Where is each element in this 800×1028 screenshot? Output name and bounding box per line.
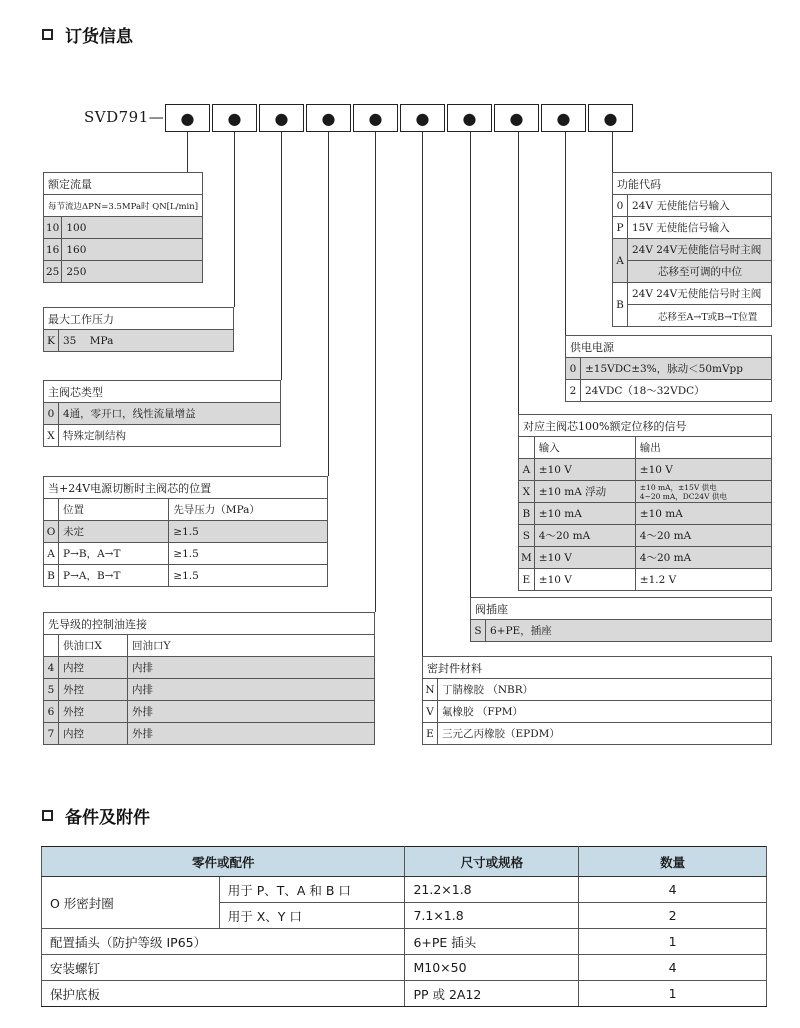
table-row: M ±10 V 4～20 mA: [519, 547, 772, 569]
code-slot: ●: [400, 104, 445, 132]
order-info-heading: 订货信息: [42, 22, 133, 47]
model-prefix: SVD791: [84, 108, 149, 126]
max-pressure-table: [43, 307, 234, 352]
leader-line: [234, 132, 235, 307]
spool-type-table: [43, 380, 281, 447]
table-row: 7 内控 外排: [44, 723, 375, 745]
table-row: A P→B，A→T ≥1.5: [44, 543, 328, 565]
table-row: P 15V 无使能信号输入: [613, 217, 772, 239]
table-title: 对应主阀芯100%额定位移的信号: [519, 415, 772, 437]
leader-line: [187, 132, 188, 172]
table-row: 安装螺钉 M10×50 4: [42, 955, 767, 981]
o-ring-label: O 形密封圈: [42, 877, 220, 929]
table-row: A ±10 V ±10 V: [519, 459, 772, 481]
checkbox-square-icon: [42, 29, 53, 40]
code-slot: ●: [588, 104, 633, 132]
table-row: B P→A，B→T ≥1.5: [44, 565, 328, 587]
column-header: 数量: [579, 847, 767, 877]
code-slot: ●: [447, 104, 492, 132]
model-code: [84, 108, 164, 126]
table-row: 25 250: [44, 261, 203, 283]
leader-line: [422, 132, 423, 656]
column-header: 位置: [59, 499, 169, 521]
table-row: X 特殊定制结构: [44, 425, 281, 447]
table-row: 0 24V 无使能信号输入: [613, 195, 772, 217]
column-header: 输入: [534, 437, 635, 459]
table-row: 5 外控 内排: [44, 679, 375, 701]
power-supply-table: [565, 335, 772, 402]
code-slot: ●: [259, 104, 304, 132]
failsafe-position-table: [43, 476, 328, 587]
leader-line: [518, 132, 519, 414]
table-row: B 24V 24V无使能信号时主阀: [613, 283, 772, 305]
checkbox-square-icon: [42, 810, 53, 821]
column-header: 尺寸或规格: [405, 847, 579, 877]
code-slot: ●: [306, 104, 351, 132]
rated-flow-table: [43, 172, 203, 283]
table-row: A 24V 24V无使能信号时主阀: [613, 239, 772, 261]
column-header: 先导压力（MPa）: [169, 499, 328, 521]
column-header: 回油口Y: [128, 635, 375, 657]
leader-line: [470, 132, 471, 597]
table-title: 供电电源: [566, 336, 772, 358]
table-row: K 35 MPa: [44, 330, 234, 352]
table-row: 4 内控 内排: [44, 657, 375, 679]
table-title: 最大工作压力: [44, 308, 234, 330]
table-title: 功能代码: [613, 173, 772, 195]
accessories-table: [41, 846, 767, 1007]
table-row: 10 100: [44, 217, 203, 239]
table-row: S 6+PE，插座: [471, 620, 772, 642]
code-slot: ●: [212, 104, 257, 132]
table-row: 0 ±15VDC±3%，脉动＜50mVpp: [566, 358, 772, 380]
table-row: E 三元乙丙橡胶（EPDM）: [423, 723, 772, 745]
table-row: 保护底板 PP 或 2A12 1: [42, 981, 767, 1007]
table-row: O 形密封圈 用于 P、T、A 和 B 口 21.2×1.8 4: [42, 877, 767, 903]
table-row: 2 24VDC（18～32VDC）: [566, 380, 772, 402]
pilot-connection-table: [43, 612, 375, 745]
table-row: 用于 X、Y 口 7.1×1.8 2: [42, 903, 767, 929]
leader-line: [612, 132, 613, 172]
table-row: B ±10 mA ±10 mA: [519, 503, 772, 525]
table-title: 主阀芯类型: [44, 381, 281, 403]
table-row: 16 160: [44, 239, 203, 261]
column-header: 输出: [635, 437, 771, 459]
signal-table: [518, 414, 772, 591]
connector-table: [470, 597, 772, 642]
code-slot: ●: [353, 104, 398, 132]
table-subtitle: 每节流边ΔPN=3.5MPa时 QN[L/min]: [44, 195, 203, 217]
table-row: 6 外控 外排: [44, 701, 375, 723]
code-slot: ●: [541, 104, 586, 132]
table-row: V 氟橡胶 （FPM）: [423, 701, 772, 723]
table-row: E ±10 V ±1.2 V: [519, 569, 772, 591]
column-header: 零件或配件: [42, 847, 405, 877]
table-row: S 4～20 mA 4～20 mA: [519, 525, 772, 547]
table-row: O 未定 ≥1.5: [44, 521, 328, 543]
table-row: N 丁腈橡胶 （NBR）: [423, 679, 772, 701]
code-slot: ●: [165, 104, 210, 132]
table-title: 阀插座: [471, 598, 772, 620]
table-title: 当+24V电源切断时主阀芯的位置: [44, 477, 328, 499]
leader-line: [375, 132, 376, 612]
table-title: 额定流量: [44, 173, 203, 195]
table-title: 先导级的控制油连接: [44, 613, 375, 635]
seal-material-table: [422, 656, 772, 745]
leader-line: [281, 132, 282, 380]
model-separator: —: [148, 108, 165, 126]
function-code-table: 功能代码 0 24V 无使能信号输入 P 15V 无使能信号输入 A 24V 24V无使能信号时主阀 芯移至可调的中位 B 24V 24V无使能信号时主阀 芯移至A→T或B→T位置: [612, 172, 772, 327]
column-header: 供油口X: [59, 635, 128, 657]
table-row: 0 4通，零开口，线性流量增益: [44, 403, 281, 425]
leader-line: [565, 132, 566, 335]
code-slot: ●: [494, 104, 539, 132]
spare-parts-heading: 备件及附件: [42, 803, 150, 828]
leader-line: [328, 132, 329, 476]
table-row: 配置插头（防护等级 IP65） 6+PE 插头 1: [42, 929, 767, 955]
table-row: X ±10 mA 浮动 ±10 mA，±15V 供电 4~20 mA，DC24V 供电: [519, 481, 772, 503]
table-title: 密封件材料: [423, 657, 772, 679]
